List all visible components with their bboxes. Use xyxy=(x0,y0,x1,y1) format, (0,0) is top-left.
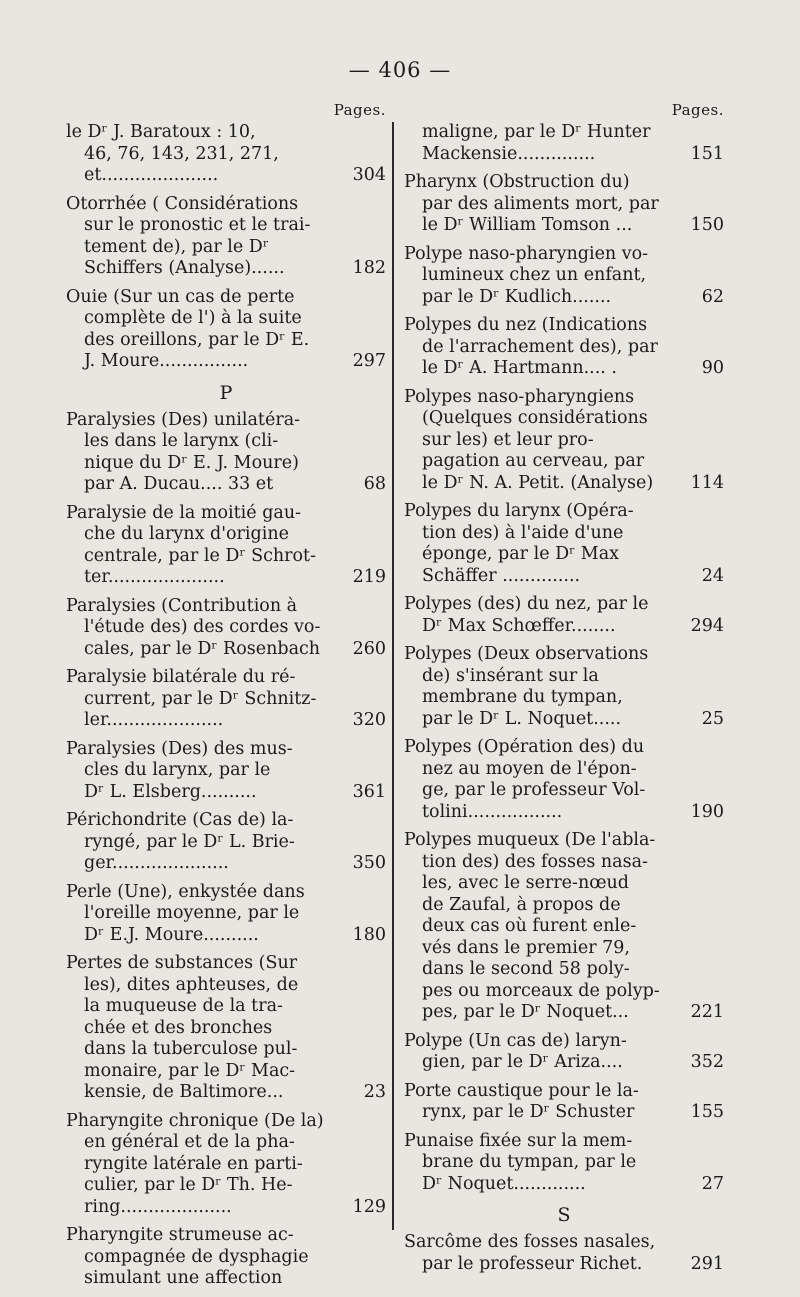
entry-heading-line: Otorrhée ( Considérations xyxy=(66,193,299,214)
index-entry xyxy=(66,953,386,1104)
page-number: — 406 — xyxy=(348,58,452,82)
entry-line: tolini................. xyxy=(422,801,563,822)
entry-line: éponge, par le Dʳ Max xyxy=(422,544,620,564)
entry-line: 46, 76, 143, 231, 271, xyxy=(84,143,279,164)
entry-line: le Dʳ A. Hartmann.... . xyxy=(422,358,617,378)
index-entry xyxy=(404,594,724,637)
entry-page-number: 150 xyxy=(687,215,724,237)
entry-line: les dans le larynx (cli- xyxy=(84,431,279,451)
index-entry xyxy=(66,503,386,589)
index-entry xyxy=(404,1131,724,1196)
index-entry xyxy=(66,596,386,661)
entry-line: de l'arrachement des), par xyxy=(422,336,658,357)
entry-page-number: 291 xyxy=(687,1254,724,1276)
entry-page-number: 219 xyxy=(349,567,386,589)
index-entry xyxy=(66,810,386,875)
entry-heading-line: Pharyngite chronique (De la) xyxy=(66,1110,324,1131)
right-column-header: Pages. xyxy=(671,101,724,119)
index-entry xyxy=(66,122,386,187)
entry-line: par le Dʳ Kudlich....... xyxy=(422,286,612,307)
index-entry xyxy=(404,315,724,380)
entry-page-number: 180 xyxy=(349,925,386,947)
entry-page-number: 129 xyxy=(349,1197,386,1219)
section-letter: P xyxy=(219,381,233,404)
entry-line: ryngé, par le Dʳ L. Brie- xyxy=(84,831,295,852)
entry-line: Schiffers (Analyse)...... xyxy=(84,258,285,278)
entry-heading-line: Polypes (Deux observations xyxy=(404,644,649,664)
entry-line: et..................... xyxy=(84,165,219,185)
entry-heading-line: Porte caustique pour le la- xyxy=(404,1080,639,1101)
entry-page-number: 260 xyxy=(349,639,386,661)
index-entry xyxy=(404,830,724,1024)
entry-line: Schäffer .............. xyxy=(422,565,581,586)
entry-line: maligne, par le Dʳ Hunter xyxy=(422,122,651,142)
entry-line: complète de l') à la suite xyxy=(84,308,302,328)
entry-page-number: 27 xyxy=(698,1174,724,1196)
entry-line: tion des) des fosses nasa- xyxy=(422,851,648,872)
index-entry xyxy=(404,1081,724,1124)
entry-line: l'oreille moyenne, par le xyxy=(84,903,300,923)
entry-line: sur les) et leur pro- xyxy=(422,429,594,450)
index-entry xyxy=(404,387,724,495)
entry-heading-line: Sarcôme des fosses nasales, xyxy=(404,1232,656,1252)
entry-heading-line: Pharyngite strumeuse ac- xyxy=(66,1225,294,1245)
entry-line: ger..................... xyxy=(84,853,229,873)
entry-page-number: 24 xyxy=(698,566,724,588)
entry-line: pes, par le Dʳ Noquet... xyxy=(422,1002,629,1022)
right-column-entries xyxy=(404,122,724,1275)
entry-heading-line: le Dʳ J. Baratoux : 10, xyxy=(66,122,256,142)
entry-heading-line: Polypes du nez (Indications xyxy=(404,315,648,335)
entry-line: ter..................... xyxy=(84,567,225,587)
entry-line: rynx, par le Dʳ Schuster xyxy=(422,1102,635,1122)
entry-page-number: 23 xyxy=(360,1082,386,1104)
entry-line: (Quelques considérations xyxy=(422,408,648,428)
entry-line: cles du larynx, par le xyxy=(84,760,271,780)
entry-line: membrane du tympan, xyxy=(422,687,623,707)
entry-line: tement de), par le Dʳ xyxy=(84,236,269,257)
entry-heading-line: Ouie (Sur un cas de perte xyxy=(66,286,295,307)
entry-line: che du larynx d'origine xyxy=(84,524,289,544)
entry-page-number: 297 xyxy=(349,351,386,373)
entry-line: simulant une affection xyxy=(84,1268,283,1288)
index-entry xyxy=(404,1031,724,1074)
entry-line: deux cas où furent enle- xyxy=(422,916,637,936)
entry-line: des oreillons, par le Dʳ E. xyxy=(84,329,310,350)
entry-line: Mackensie.............. xyxy=(422,143,596,164)
index-entry xyxy=(404,172,724,237)
entry-line: nique du Dʳ E. J. Moure) xyxy=(84,452,299,473)
entry-line: culier, par le Dʳ Th. He- xyxy=(84,1175,293,1195)
index-entry xyxy=(404,122,724,165)
index-entry xyxy=(404,737,724,823)
entry-line: chée et des bronches xyxy=(84,1017,273,1038)
entry-page-number: 221 xyxy=(687,1002,724,1024)
entry-line: current, par le Dʳ Schnitz- xyxy=(84,688,317,709)
entry-line: Dʳ E.J. Moure.......... xyxy=(84,924,259,945)
entry-line: sur le pronostic et le trai- xyxy=(84,215,311,235)
entry-line: lumineux chez un enfant, xyxy=(422,265,647,285)
entry-heading-line: Perle (Une), enkystée dans xyxy=(66,881,305,902)
entry-heading-line: Paralysie de la moitié gau- xyxy=(66,502,302,523)
entry-heading-line: Paralysies (Des) des mus- xyxy=(66,738,293,759)
entry-line: Dʳ Max Schœffer........ xyxy=(422,615,616,636)
index-entry xyxy=(404,644,724,730)
index-entry xyxy=(66,194,386,280)
entry-line: l'étude des) des cordes vo- xyxy=(84,617,321,637)
entry-page-number: 68 xyxy=(360,474,386,496)
entry-heading-line: Paralysies (Des) unilatéra- xyxy=(66,409,301,430)
index-entry xyxy=(404,244,724,309)
entry-page-number: 62 xyxy=(698,287,724,309)
left-column xyxy=(66,98,386,1297)
right-column xyxy=(404,98,724,1282)
index-entry xyxy=(66,287,386,373)
entry-page-number: 114 xyxy=(687,473,724,495)
entry-line: compagnée de dysphagie xyxy=(84,1246,309,1267)
entry-heading-line: Périchondrite (Cas de) la- xyxy=(66,810,294,830)
entry-line: par des aliments mort, par xyxy=(422,193,659,214)
entry-heading-line: Polype (Un cas de) laryn- xyxy=(404,1030,627,1051)
entry-line: vés dans le premier 79, xyxy=(422,937,630,958)
entry-line: la muqueuse de la tra- xyxy=(84,996,283,1016)
entry-line: pes ou morceaux de polyp- xyxy=(422,980,660,1001)
index-entry xyxy=(66,882,386,947)
entry-page-number: 320 xyxy=(349,710,386,732)
entry-line: tion des) à l'aide d'une xyxy=(422,522,624,543)
entry-page-number: 361 xyxy=(349,782,386,804)
index-entry xyxy=(66,667,386,732)
entry-page-number: 25 xyxy=(698,709,724,731)
entry-line: kensie, de Baltimore... xyxy=(84,1082,284,1102)
index-entry xyxy=(66,739,386,804)
entry-heading-line: Polype naso-pharyngien vo- xyxy=(404,243,649,264)
column-divider xyxy=(392,122,394,1230)
entry-heading-line: Polypes (des) du nez, par le xyxy=(404,594,649,614)
entry-page-number: 304 xyxy=(349,165,386,187)
entry-line: par le professeur Richet. xyxy=(422,1253,643,1274)
entry-line: en général et de la pha- xyxy=(84,1132,295,1152)
entry-line: brane du tympan, par le xyxy=(422,1152,637,1172)
entry-line: centrale, par le Dʳ Schrot- xyxy=(84,545,316,566)
entry-heading-line: Paralysies (Contribution à xyxy=(66,595,298,616)
entry-heading-line: Pertes de substances (Sur xyxy=(66,953,298,973)
entry-line: par A. Ducau.... 33 et xyxy=(84,474,274,494)
entry-page-number: 155 xyxy=(687,1102,724,1124)
entry-page-number: 190 xyxy=(687,802,724,824)
entry-page-number: 294 xyxy=(687,616,724,638)
entry-page-number: 182 xyxy=(349,258,386,280)
entry-heading-line: Polypes muqueux (De l'abla- xyxy=(404,830,656,850)
entry-line: gien, par le Dʳ Ariza.... xyxy=(422,1052,623,1072)
left-column-entries xyxy=(66,122,386,1290)
entry-line: ryngite latérale en parti- xyxy=(84,1153,303,1174)
entry-heading-line: Paralysie bilatérale du ré- xyxy=(66,667,296,687)
entry-line: monaire, par le Dʳ Mac- xyxy=(84,1060,296,1081)
entry-line: pagation au cerveau, par xyxy=(422,451,645,471)
left-column-header: Pages. xyxy=(333,101,386,119)
entry-heading-line: Punaise fixée sur la mem- xyxy=(404,1130,633,1151)
entry-line: le Dʳ N. A. Petit. (Analyse) xyxy=(422,472,654,493)
entry-page-number: 151 xyxy=(687,144,724,166)
entry-line: ge, par le professeur Vol- xyxy=(422,780,646,800)
entry-line: dans la tuberculose pul- xyxy=(84,1039,298,1059)
entry-line: ring.................... xyxy=(84,1196,232,1217)
index-entry xyxy=(404,501,724,587)
index-entry xyxy=(66,1111,386,1219)
entry-line: Dʳ L. Elsberg.......... xyxy=(84,781,257,802)
entry-line: ler..................... xyxy=(84,710,224,730)
entry-heading-line: Polypes (Opération des) du xyxy=(404,737,645,757)
entry-page-number: 90 xyxy=(698,358,724,380)
entry-line: les), dites aphteuses, de xyxy=(84,974,299,995)
section-letter: S xyxy=(557,1204,571,1226)
entry-heading-line: Pharynx (Obstruction du) xyxy=(404,172,630,192)
entry-heading-line: Polypes du larynx (Opéra- xyxy=(404,501,634,521)
entry-page-number: 352 xyxy=(687,1052,724,1074)
entry-page-number: 350 xyxy=(349,853,386,875)
entry-line: par le Dʳ L. Noquet..... xyxy=(422,708,622,729)
entry-heading-line: Polypes naso-pharyngiens xyxy=(404,386,635,407)
entry-line: J. Moure................ xyxy=(84,351,249,371)
entry-line: de) s'insérant sur la xyxy=(422,665,599,686)
index-entry xyxy=(404,1232,724,1275)
index-entry xyxy=(66,410,386,496)
entry-line: nez au moyen de l'épon- xyxy=(422,758,637,779)
entry-line: cales, par le Dʳ Rosenbach xyxy=(84,638,321,659)
entry-line: les, avec le serre-nœud xyxy=(422,873,630,893)
entry-line: dans le second 58 poly- xyxy=(422,959,630,979)
entry-line: de Zaufal, à propos de xyxy=(422,894,621,915)
entry-line: Dʳ Noquet............. xyxy=(422,1173,586,1194)
entry-line: le Dʳ William Tomson ... xyxy=(422,215,633,235)
